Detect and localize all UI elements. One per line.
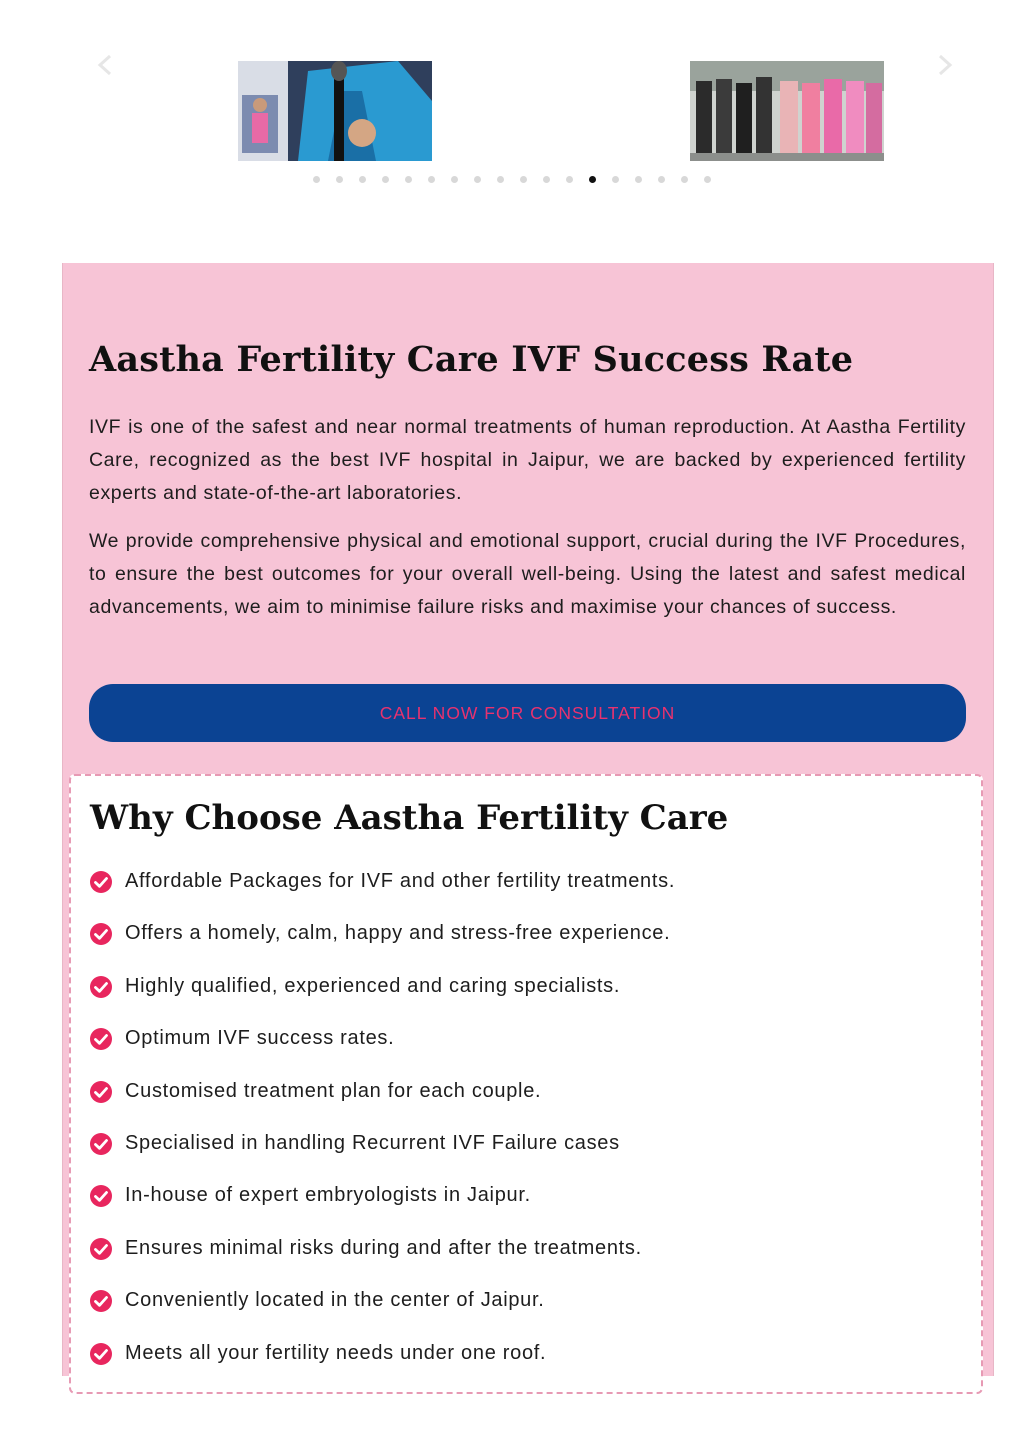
carousel-dot[interactable] [382, 176, 389, 183]
carousel-dot[interactable] [405, 176, 412, 183]
chevron-right-icon[interactable] [932, 52, 958, 78]
list-item-text: In-house of expert embryologists in Jaipur. [125, 1184, 531, 1207]
carousel-dot[interactable] [359, 176, 366, 183]
check-circle-icon [89, 1342, 113, 1366]
list-item [89, 1023, 675, 1075]
photo-carousel [0, 0, 1024, 200]
carousel-dot[interactable] [474, 176, 481, 183]
check-circle-icon [89, 975, 113, 999]
check-circle-icon [89, 870, 113, 894]
check-circle-icon [89, 1132, 113, 1156]
why-choose-list [89, 866, 675, 1390]
why-choose-box [69, 774, 983, 1394]
carousel-dot[interactable] [658, 176, 665, 183]
award-speaker-photo [238, 61, 432, 161]
carousel-dot[interactable] [451, 176, 458, 183]
list-item [89, 1076, 675, 1128]
list-item-text: Offers a homely, calm, happy and stress-free experience. [125, 922, 671, 945]
carousel-pagination [0, 176, 1024, 186]
list-item [89, 1285, 675, 1337]
carousel-dot[interactable] [428, 176, 435, 183]
list-item [89, 918, 675, 970]
check-circle-icon [89, 922, 113, 946]
carousel-dot[interactable] [681, 176, 688, 183]
call-consultation-button[interactable]: CALL NOW FOR CONSULTATION [89, 684, 966, 742]
chevron-left-icon[interactable] [92, 52, 118, 78]
carousel-slide-group-award[interactable] [690, 61, 884, 161]
carousel-slide-award-speaker[interactable] [238, 61, 432, 161]
carousel-dot[interactable] [520, 176, 527, 183]
check-circle-icon [89, 1237, 113, 1261]
check-circle-icon [89, 1289, 113, 1313]
success-paragraph-1: IVF is one of the safest and near normal treatments of human reproduction. At Aastha Fertility Care, recognized as the best IVF hospital in Jaipur, we are backed by experienced fertility experts and state-of-the-art laboratories. [89, 416, 966, 504]
list-item [89, 866, 675, 918]
list-item-text: Customised treatment plan for each couple. [125, 1079, 542, 1102]
list-item [89, 1128, 675, 1180]
list-item-text: Meets all your fertility needs under one roof. [125, 1341, 547, 1364]
carousel-dot[interactable] [635, 176, 642, 183]
success-rate-section [62, 263, 994, 1376]
list-item-text: Conveniently located in the center of Jaipur. [125, 1289, 545, 1312]
carousel-dot[interactable] [612, 176, 619, 183]
why-choose-title: Why Choose Aastha Fertility Care [90, 798, 729, 838]
list-item-text: Specialised in handling Recurrent IVF Failure cases [125, 1131, 620, 1154]
carousel-dot[interactable] [313, 176, 320, 183]
list-item [89, 971, 675, 1023]
list-item [89, 1338, 675, 1390]
success-paragraph-2: We provide comprehensive physical and emotional support, crucial during the IVF Procedures, to ensure the best outcomes for your overall well-being. Using the latest and safest medical advancements, we aim to minimise failure risks and maximise your chances of success. [89, 530, 966, 618]
check-circle-icon [89, 1184, 113, 1208]
list-item-text: Highly qualified, experienced and caring specialists. [125, 974, 621, 997]
carousel-dot[interactable] [336, 176, 343, 183]
check-circle-icon [89, 1027, 113, 1051]
list-item-text: Optimum IVF success rates. [125, 1027, 395, 1050]
list-item-text: Affordable Packages for IVF and other fertility treatments. [125, 870, 676, 892]
carousel-dot[interactable] [543, 176, 550, 183]
carousel-dot[interactable] [704, 176, 711, 183]
group-award-photo [690, 61, 884, 161]
carousel-dot[interactable] [566, 176, 573, 183]
success-rate-title: Aastha Fertility Care IVF Success Rate [89, 339, 854, 380]
list-item-text: Ensures minimal risks during and after the treatments. [125, 1236, 642, 1259]
carousel-dot[interactable] [497, 176, 504, 183]
list-item [89, 1180, 675, 1232]
carousel-dot[interactable] [589, 176, 596, 183]
check-circle-icon [89, 1080, 113, 1104]
list-item [89, 1233, 675, 1285]
